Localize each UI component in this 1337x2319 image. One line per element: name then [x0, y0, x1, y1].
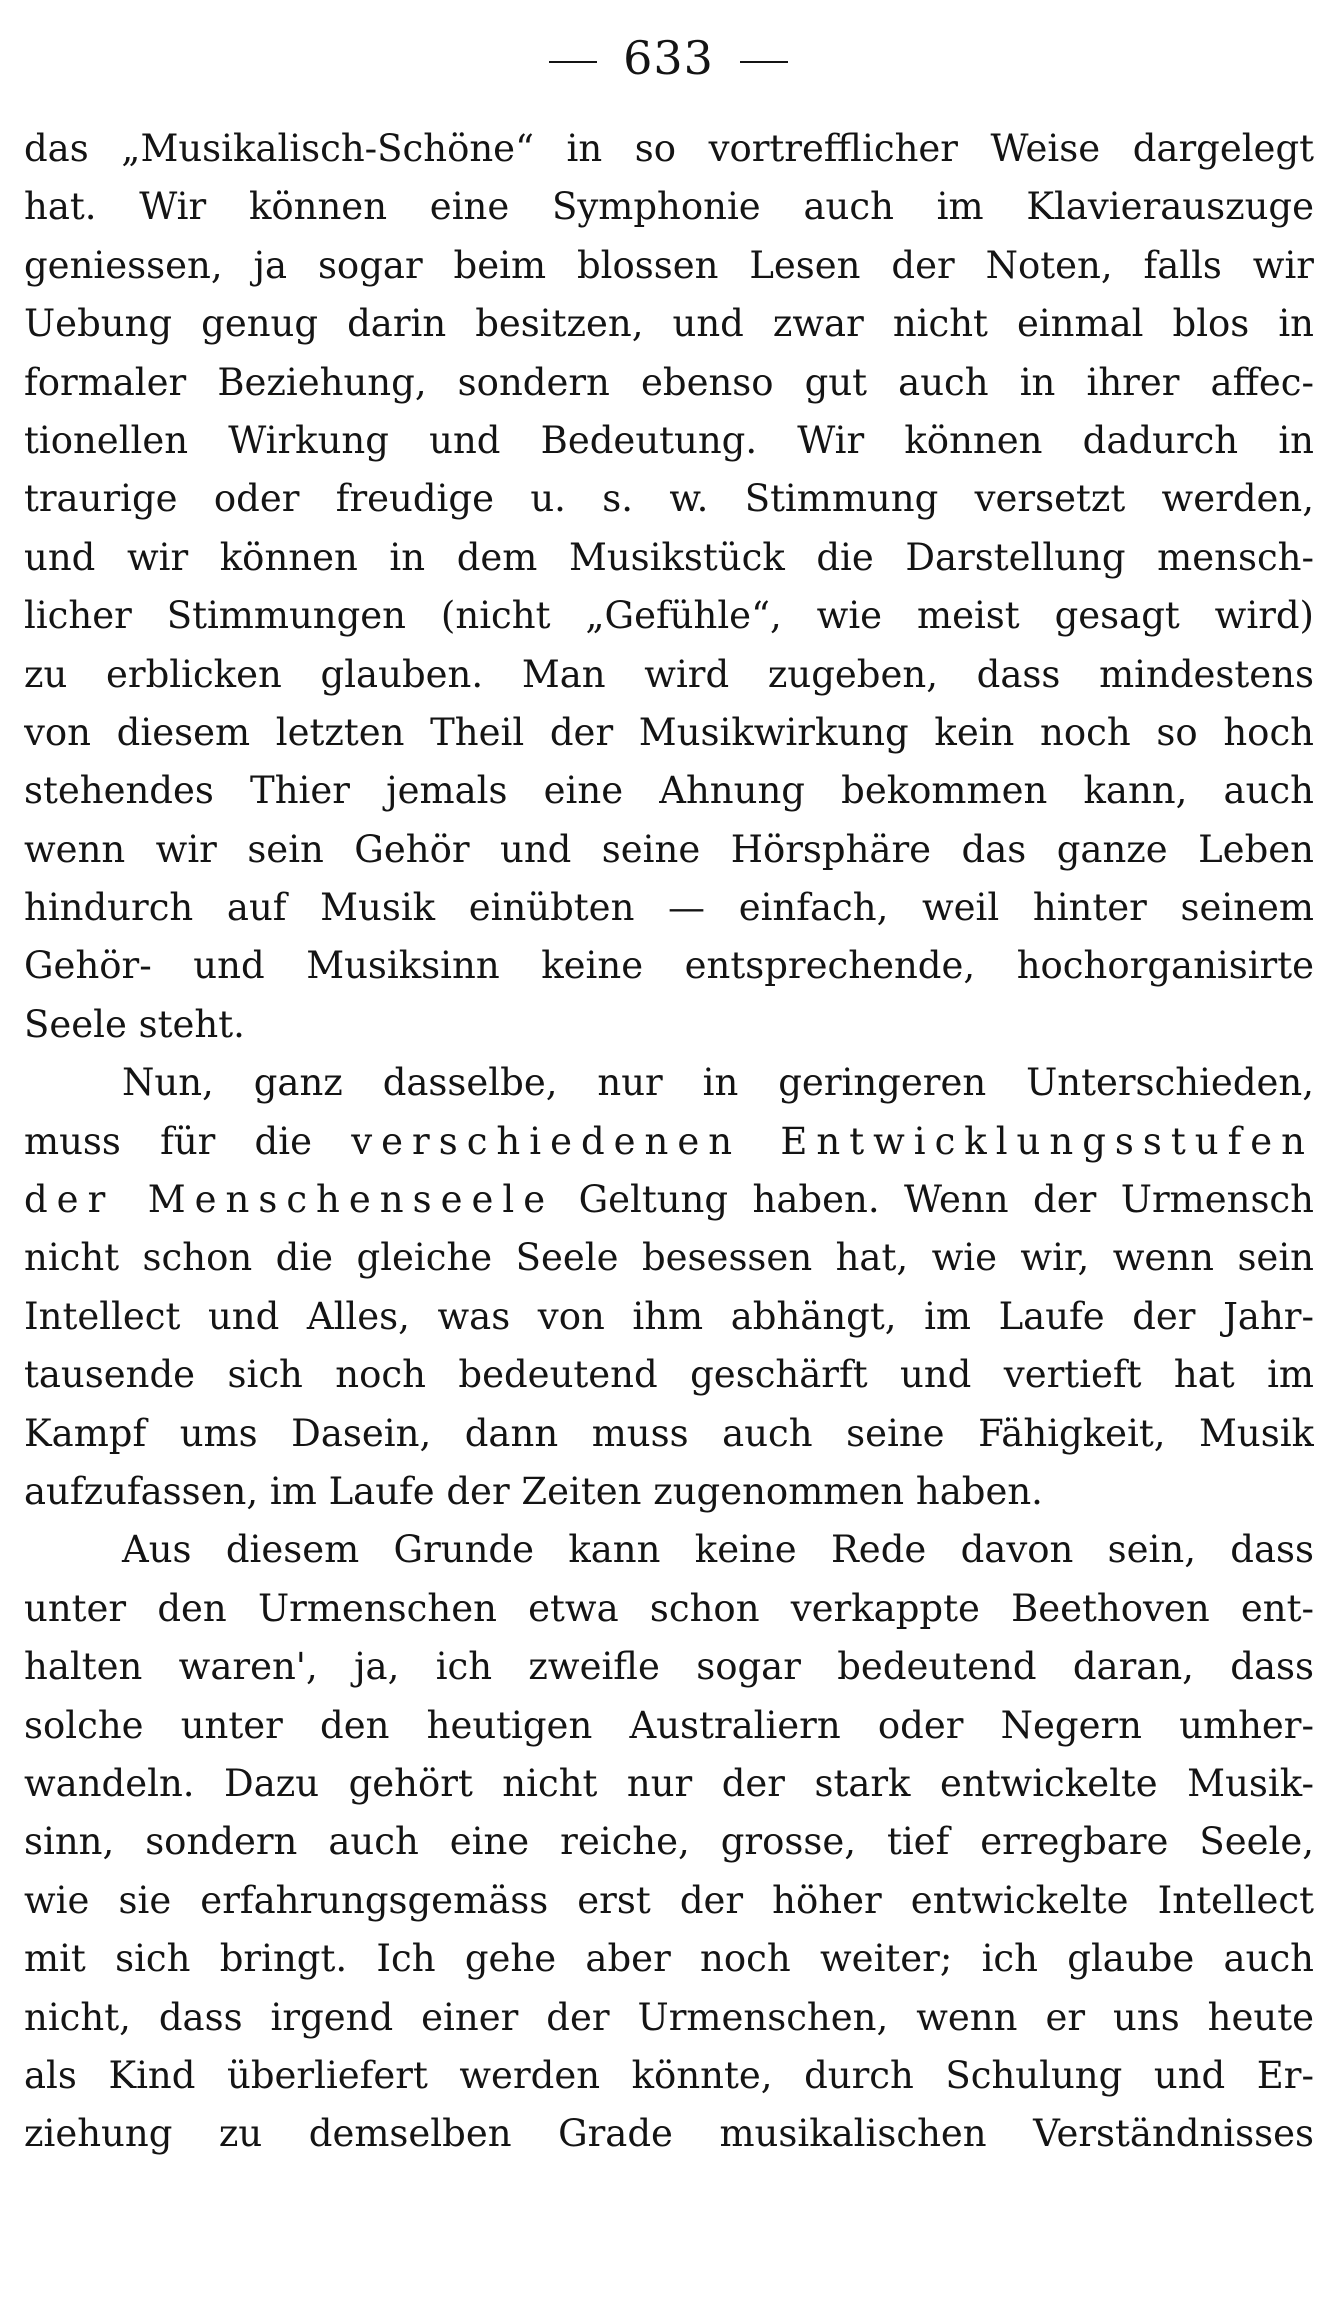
header-dash-right — [740, 61, 788, 63]
text-line: aufzufassen, im Laufe der Zeiten zugenommen haben. — [24, 1469, 1043, 1513]
text-line: solche unter den heutigen Australiern oder Negern umher- — [24, 1703, 1314, 1747]
text-line: traurige oder freudige u. s. w. Stimmung versetzt werden, — [24, 477, 1314, 521]
text-line: wandeln. Dazu gehört nicht nur der stark entwickelte Musik- — [24, 1761, 1314, 1805]
text-line: Nun, ganz dasselbe, nur in geringeren Unterschieden, — [122, 1061, 1314, 1105]
text-line: Uebung genug darin besitzen, und zwar nicht einmal blos in — [24, 302, 1314, 346]
text-line: nicht, dass irgend einer der Urmenschen, wenn er uns heute — [24, 1995, 1314, 2039]
text-line: wie sie erfahrungsgemäss erst der höher entwickelte Intellect — [24, 1878, 1314, 1922]
text-line: stehendes Thier jemals eine Ahnung bekommen kann, auch — [24, 769, 1314, 813]
emphasis-text: Entwicklungsstufen — [780, 1119, 1314, 1163]
text-line-spaced — [24, 1113, 1314, 1171]
text-line: Kampf ums Dasein, dann muss auch seine Fähigkeit, Musik — [24, 1411, 1314, 1455]
page-number: 633 — [623, 31, 714, 85]
emphasis-text: der Menschenseele — [24, 1178, 555, 1222]
emphasis-text: verschiedenen — [351, 1119, 742, 1163]
text-line: Aus diesem Grunde kann keine Rede davon sein, dass — [122, 1528, 1314, 1572]
page-header — [0, 30, 1337, 86]
text-line: Seele steht. — [24, 1002, 245, 1046]
text-line-spaced — [24, 1171, 1314, 1229]
text-line: Gehör- und Musiksinn keine entsprechende, hochorganisirte — [24, 944, 1314, 988]
text-line: halten waren', ja, ich zweifle sogar bedeutend daran, dass — [24, 1645, 1314, 1689]
text-line: mit sich bringt. Ich gehe aber noch weiter; ich glaube auch — [24, 1937, 1314, 1981]
text-line: sinn, sondern auch eine reiche, grosse, tief erregbare Seele, — [24, 1820, 1314, 1864]
text-line: zu erblicken glauben. Man wird zugeben, dass mindestens — [24, 652, 1314, 696]
paragraph-2 — [24, 1054, 1314, 1521]
text-line: als Kind überliefert werden könnte, durch Schulung und Er- — [24, 2053, 1314, 2097]
body-text — [24, 120, 1314, 2164]
text-line: unter den Urmenschen etwa schon verkappte Beethoven ent- — [24, 1586, 1314, 1630]
paragraph-3 — [24, 1521, 1314, 2163]
text-line: ziehung zu demselben Grade musikalischen Verständnisses — [24, 2112, 1314, 2156]
text-run: Geltung haben. Wenn der Urmensch — [578, 1178, 1314, 1222]
text-run: muss für die — [24, 1119, 312, 1163]
text-line: von diesem letzten Theil der Musikwirkung kein noch so hoch — [24, 710, 1314, 754]
text-line: tionellen Wirkung und Bedeutung. Wir können dadurch in — [24, 418, 1314, 462]
text-line: wenn wir sein Gehör und seine Hörsphäre das ganze Leben — [24, 827, 1314, 871]
text-line: nicht schon die gleiche Seele besessen hat, wie wir, wenn sein — [24, 1236, 1314, 1280]
text-line: formaler Beziehung, sondern ebenso gut auch in ihrer affec- — [24, 360, 1314, 404]
text-line: und wir können in dem Musikstück die Darstellung mensch- — [24, 535, 1314, 579]
paragraph-1 — [24, 120, 1314, 1054]
text-line: Intellect und Alles, was von ihm abhängt, im Laufe der Jahr- — [24, 1294, 1314, 1338]
text-line: hat. Wir können eine Symphonie auch im Klavierauszuge — [24, 185, 1314, 229]
text-line: licher Stimmungen (nicht „Gefühle“, wie meist gesagt wird) — [24, 594, 1314, 638]
text-line: hindurch auf Musik einübten — einfach, weil hinter seinem — [24, 886, 1314, 930]
text-line: tausende sich noch bedeutend geschärft und vertieft hat im — [24, 1353, 1314, 1397]
text-line: geniessen, ja sogar beim blossen Lesen der Noten, falls wir — [24, 243, 1314, 287]
text-line: das „Musikalisch-Schöne“ in so vortrefflicher Weise dargelegt — [24, 127, 1314, 170]
header-dash-left — [549, 61, 597, 63]
